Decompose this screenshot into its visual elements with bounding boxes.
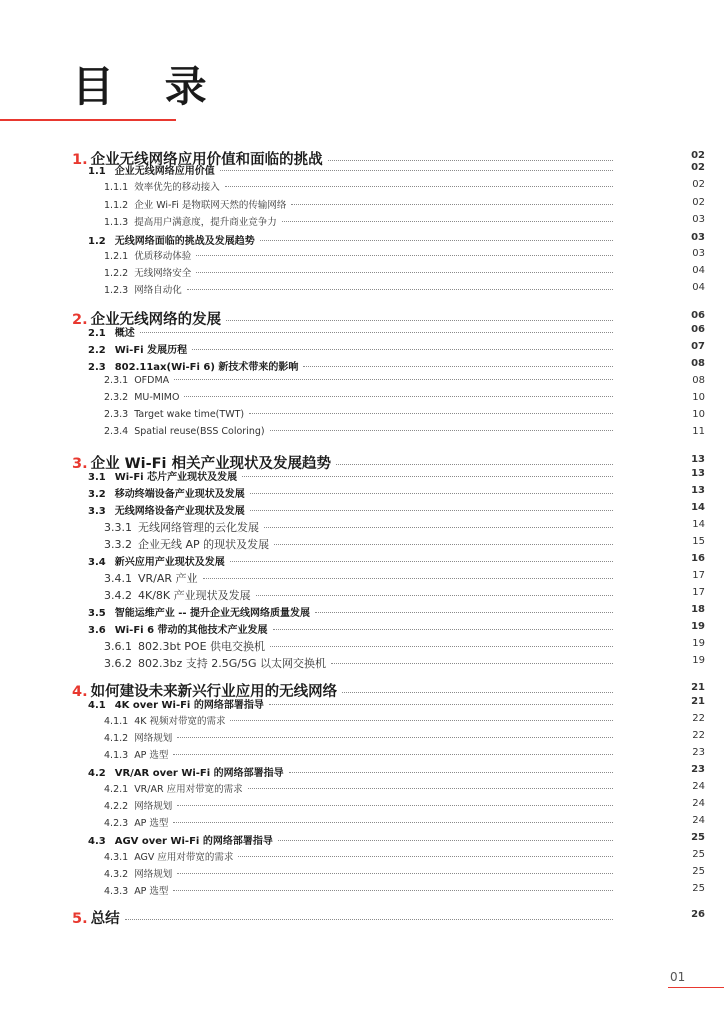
- toc-entry-label: OFDMA: [134, 375, 170, 386]
- toc-entry-label: 智能运维产业 -- 提升企业无线网络质量发展: [114, 608, 310, 619]
- toc-entry-label: 如何建设未来新兴行业应用的无线网络: [90, 684, 338, 700]
- toc-entry-page: 25: [692, 883, 705, 894]
- toc-entry-page: 14: [692, 519, 705, 530]
- toc-entry-page: 03: [692, 214, 705, 225]
- toc-entry-label: 企业无线网络的发展: [90, 312, 222, 328]
- toc-entry-label: 802.3bz 支持 2.5G/5G 以太网交换机: [138, 657, 326, 670]
- toc-entry-page: 17: [692, 570, 705, 581]
- toc-entry-label: 总结: [90, 911, 120, 927]
- toc-entry[interactable]: [104, 713, 705, 729]
- toc-entry-page: 16: [691, 553, 705, 564]
- dot-leader: [248, 788, 613, 789]
- toc-entry-number: 3.: [72, 456, 88, 472]
- toc-entry-number: 2.3.2: [104, 392, 129, 403]
- dot-leader: [125, 919, 613, 920]
- toc-entry[interactable]: [104, 638, 705, 654]
- dot-leader: [225, 186, 613, 187]
- toc-entry-label: 4K 视频对带宽的需求: [134, 716, 226, 727]
- toc-entry[interactable]: [88, 696, 705, 712]
- toc-entry-page: 22: [692, 713, 705, 724]
- toc-entry-number: 2.2: [88, 345, 106, 356]
- toc-entry[interactable]: [104, 798, 705, 814]
- toc-entry[interactable]: [104, 392, 705, 408]
- dot-leader: [278, 840, 613, 841]
- toc-entry-page: 23: [691, 764, 705, 775]
- toc-entry[interactable]: [104, 519, 705, 535]
- toc-entry-page: 04: [692, 265, 705, 276]
- toc-entry-number: 1.: [72, 152, 88, 168]
- toc-entry[interactable]: [104, 815, 705, 831]
- toc-entry-number: 1.2: [88, 236, 106, 247]
- toc-entry[interactable]: [104, 849, 705, 865]
- toc-entry-number: 3.6: [88, 625, 106, 636]
- toc-entry-page: 10: [692, 409, 705, 420]
- toc-entry-label: 无线网络管理的云化发展: [138, 521, 259, 534]
- toc-entry-page: 13: [691, 454, 705, 465]
- toc-entry-page: 25: [692, 866, 705, 877]
- dot-leader: [264, 527, 613, 528]
- dot-leader: [220, 170, 613, 171]
- toc-entry[interactable]: [104, 536, 705, 552]
- toc-entry-number: 4.1: [88, 700, 106, 711]
- toc-entry-label: 802.11ax(Wi-Fi 6) 新技术带来的影响: [114, 362, 299, 373]
- toc-entry-page: 18: [691, 604, 705, 615]
- toc-entry[interactable]: [104, 883, 705, 899]
- toc-entry-page: 06: [691, 310, 705, 321]
- dot-leader: [282, 221, 613, 222]
- toc-entry[interactable]: [88, 764, 705, 780]
- dot-leader: [184, 396, 613, 397]
- toc-entry-number: 4.1.1: [104, 716, 129, 727]
- toc-entry-page: 04: [692, 282, 705, 293]
- toc-entry-label: Wi-Fi 发展历程: [114, 345, 188, 356]
- toc-entry[interactable]: [104, 375, 705, 391]
- toc-entry[interactable]: [72, 452, 705, 472]
- toc-entry-label: 4K/8K 产业现状及发展: [138, 589, 251, 602]
- toc-entry[interactable]: [104, 197, 705, 213]
- dot-leader: [270, 430, 613, 431]
- dot-leader: [140, 332, 613, 333]
- toc-entry-number: 2.3.3: [104, 409, 129, 420]
- toc-entry-number: 1.2.2: [104, 268, 129, 279]
- toc-entry-label: 效率优先的移动接入: [134, 182, 220, 193]
- toc-entry-page: 19: [692, 655, 705, 666]
- toc-entry-number: 3.6.2: [104, 657, 132, 670]
- dot-leader: [274, 544, 613, 545]
- toc-entry-number: 3.1: [88, 472, 106, 483]
- dot-leader: [273, 629, 613, 630]
- dot-leader: [226, 320, 613, 321]
- toc-entry[interactable]: [104, 655, 705, 671]
- toc-entry-number: 4.1.2: [104, 733, 129, 744]
- toc-entry-page: 26: [691, 909, 705, 920]
- toc-entry-number: 3.4.2: [104, 589, 132, 602]
- toc-entry[interactable]: [104, 248, 705, 264]
- toc-entry[interactable]: [88, 553, 705, 569]
- toc-entry-label: 企业无线网络应用价值和面临的挑战: [90, 152, 323, 168]
- toc-entry[interactable]: [88, 604, 705, 620]
- toc-entry[interactable]: [88, 162, 705, 178]
- dot-leader: [250, 493, 613, 494]
- dot-leader: [238, 856, 613, 857]
- toc-entry[interactable]: [88, 832, 705, 848]
- toc-entry-label: 优质移动体验: [134, 251, 192, 262]
- toc-entry-number: 1.1.2: [104, 200, 129, 211]
- dot-leader: [331, 663, 613, 664]
- page-number: 01: [670, 970, 686, 984]
- toc-entry-label: Spatial reuse(BSS Coloring): [134, 426, 265, 437]
- dot-leader: [249, 413, 613, 414]
- toc-entry-label: 无线网络面临的挑战及发展趋势: [114, 236, 255, 247]
- dot-leader: [173, 754, 613, 755]
- dot-leader: [260, 240, 613, 241]
- dot-leader: [303, 366, 613, 367]
- toc-entry-page: 19: [692, 638, 705, 649]
- toc-entry-label: 网络规划: [134, 733, 173, 744]
- toc-entry-number: 1.2.1: [104, 251, 129, 262]
- toc-entry[interactable]: [88, 232, 705, 248]
- toc-entry-number: 4.3: [88, 836, 106, 847]
- toc-entry-page: 13: [691, 468, 705, 479]
- toc-entry-number: 1.2.3: [104, 285, 129, 296]
- toc-entry[interactable]: [88, 621, 705, 637]
- toc-entry-number: 1.1: [88, 166, 106, 177]
- toc-entry-label: Wi-Fi 6 带动的其他技术产业发展: [114, 625, 268, 636]
- toc-entry-page: 17: [692, 587, 705, 598]
- toc-entry-number: 2.1: [88, 328, 106, 339]
- toc-entry-label: 新兴应用产业现状及发展: [114, 557, 225, 568]
- toc-entry-label: 企业 Wi-Fi 是物联网天然的传输网络: [134, 200, 287, 211]
- dot-leader: [177, 737, 613, 738]
- toc-entry-page: 13: [691, 485, 705, 496]
- toc-entry-page: 11: [692, 426, 705, 437]
- toc-entry[interactable]: [104, 747, 705, 763]
- toc-entry[interactable]: [88, 341, 705, 357]
- toc-entry-number: 2.3.1: [104, 375, 129, 386]
- dot-leader: [336, 464, 613, 465]
- toc-entry-number: 3.2: [88, 489, 106, 500]
- toc-entry-page: 03: [692, 248, 705, 259]
- toc-entry-label: VR/AR 应用对带宽的需求: [134, 784, 243, 795]
- toc-entry-page: 15: [692, 536, 705, 547]
- toc-entry-label: Wi-Fi 芯片产业现状及发展: [114, 472, 238, 483]
- toc-entry[interactable]: [104, 587, 705, 603]
- toc-entry-number: 4.2: [88, 768, 106, 779]
- page-title: 目 录: [72, 62, 225, 111]
- toc-entry-page: 23: [692, 747, 705, 758]
- toc-entry[interactable]: [104, 214, 705, 230]
- toc-entry-number: 3.3.2: [104, 538, 132, 551]
- dot-leader: [242, 476, 613, 477]
- footer-rule: [668, 987, 724, 988]
- toc-entry-page: 08: [691, 358, 705, 369]
- dot-leader: [289, 772, 613, 773]
- dot-leader: [230, 720, 613, 721]
- dot-leader: [192, 349, 613, 350]
- toc-entry[interactable]: [104, 866, 705, 882]
- toc-entry-label: 4K over Wi-Fi 的网络部署指导: [114, 700, 264, 711]
- toc-entry[interactable]: [72, 907, 705, 927]
- toc-entry-label: 网络规划: [134, 801, 173, 812]
- toc-entry[interactable]: [88, 468, 705, 484]
- dot-leader: [177, 873, 613, 874]
- dot-leader: [173, 822, 613, 823]
- toc-entry-number: 4.3.2: [104, 869, 129, 880]
- toc-entry-label: MU-MIMO: [134, 392, 180, 403]
- toc-entry-label: AGV over Wi-Fi 的网络部署指导: [114, 836, 273, 847]
- toc-entry-page: 02: [692, 179, 705, 190]
- toc-entry-page: 19: [691, 621, 705, 632]
- dot-leader: [230, 561, 613, 562]
- toc-entry-label: VR/AR over Wi-Fi 的网络部署指导: [114, 768, 284, 779]
- dot-leader: [291, 204, 613, 205]
- toc-entry-label: 企业 Wi-Fi 相关产业现状及发展趋势: [90, 456, 332, 472]
- toc-entry[interactable]: [104, 730, 705, 746]
- toc-entry-label: 企业无线 AP 的现状及发展: [138, 538, 270, 551]
- toc-entry-number: 2.3.4: [104, 426, 129, 437]
- dot-leader: [269, 704, 613, 705]
- toc-entry-label: 概述: [114, 328, 135, 339]
- toc-entry[interactable]: [72, 680, 705, 700]
- toc-entry-number: 1.1.3: [104, 217, 129, 228]
- toc-entry-page: 24: [692, 781, 705, 792]
- toc-entry-page: 02: [691, 150, 705, 161]
- toc-entry-number: 4.: [72, 684, 88, 700]
- dot-leader: [174, 379, 613, 380]
- dot-leader: [187, 289, 613, 290]
- toc-entry-number: 3.3.1: [104, 521, 132, 534]
- toc-entry[interactable]: [104, 426, 705, 442]
- toc-entry-number: 4.2.3: [104, 818, 129, 829]
- toc-entry-number: 4.3.3: [104, 886, 129, 897]
- toc-entry-number: 4.1.3: [104, 750, 129, 761]
- toc-entry-label: 企业无线网络应用价值: [114, 166, 215, 177]
- toc-entry-label: VR/AR 产业: [138, 572, 198, 585]
- toc-entry-number: 3.3: [88, 506, 106, 517]
- toc-entry-page: 21: [691, 682, 705, 693]
- toc-entry[interactable]: [88, 485, 705, 501]
- toc-entry-page: 24: [692, 798, 705, 809]
- toc-entry-page: 02: [691, 162, 705, 173]
- toc-entry[interactable]: [88, 324, 705, 340]
- toc-entry[interactable]: [104, 282, 705, 298]
- toc-entry-label: 移动终端设备产业现状及发展: [114, 489, 245, 500]
- toc-entry-number: 3.5: [88, 608, 106, 619]
- toc-entry-number: 4.2.1: [104, 784, 129, 795]
- toc-entry-label: 提高用户满意度，提升商业竞争力: [134, 217, 277, 228]
- toc-entry-number: 3.4: [88, 557, 106, 568]
- dot-leader: [315, 612, 613, 613]
- toc-entry-number: 4.3.1: [104, 852, 129, 863]
- toc-entry[interactable]: [88, 502, 705, 518]
- toc-entry[interactable]: [72, 308, 705, 328]
- toc-entry-page: 03: [691, 232, 705, 243]
- toc-entry-page: 10: [692, 392, 705, 403]
- toc-entry-page: 24: [692, 815, 705, 826]
- dot-leader: [342, 692, 613, 693]
- dot-leader: [173, 890, 613, 891]
- toc-entry[interactable]: [88, 358, 705, 374]
- toc-entry-label: 网络规划: [134, 869, 173, 880]
- toc-entry-page: 06: [691, 324, 705, 335]
- toc-entry[interactable]: [104, 409, 705, 425]
- toc-entry-page: 08: [692, 375, 705, 386]
- dot-leader: [256, 595, 613, 596]
- toc-entry-label: 802.3bt POE 供电交换机: [138, 640, 266, 653]
- toc-entry-label: 无线网络设备产业现状及发展: [114, 506, 245, 517]
- toc-entry-label: AGV 应用对带宽的需求: [134, 852, 234, 863]
- dot-leader: [270, 646, 613, 647]
- toc-entry[interactable]: [104, 179, 705, 195]
- toc-entry-number: 2.: [72, 312, 88, 328]
- dot-leader: [196, 272, 613, 273]
- dot-leader: [250, 510, 613, 511]
- toc-entry-label: 网络自动化: [134, 285, 182, 296]
- toc-entry-page: 02: [692, 197, 705, 208]
- toc-entry[interactable]: [104, 570, 705, 586]
- toc-entry-label: AP 选型: [134, 886, 169, 897]
- dot-leader: [328, 160, 613, 161]
- toc-entry-number: 5.: [72, 911, 88, 927]
- toc-entry-page: 25: [691, 832, 705, 843]
- toc-entry-label: 无线网络安全: [134, 268, 192, 279]
- dot-leader: [203, 578, 613, 579]
- toc-entry-label: AP 选型: [134, 818, 169, 829]
- toc-entry-page: 21: [691, 696, 705, 707]
- toc-entry-number: 1.1.1: [104, 182, 129, 193]
- toc-entry-label: Target wake time(TWT): [134, 409, 245, 420]
- toc-entry-page: 07: [691, 341, 705, 352]
- toc-entry-number: 2.3: [88, 362, 106, 373]
- toc-entry-number: 3.4.1: [104, 572, 132, 585]
- dot-leader: [177, 805, 613, 806]
- toc-entry-number: 3.6.1: [104, 640, 132, 653]
- toc-entry[interactable]: [104, 265, 705, 281]
- toc-entry-page: 22: [692, 730, 705, 741]
- toc-entry[interactable]: [104, 781, 705, 797]
- toc-entry-page: 14: [691, 502, 705, 513]
- toc-entry-page: 25: [692, 849, 705, 860]
- toc-entry-label: AP 选型: [134, 750, 169, 761]
- dot-leader: [196, 255, 613, 256]
- toc-entry-number: 4.2.2: [104, 801, 129, 812]
